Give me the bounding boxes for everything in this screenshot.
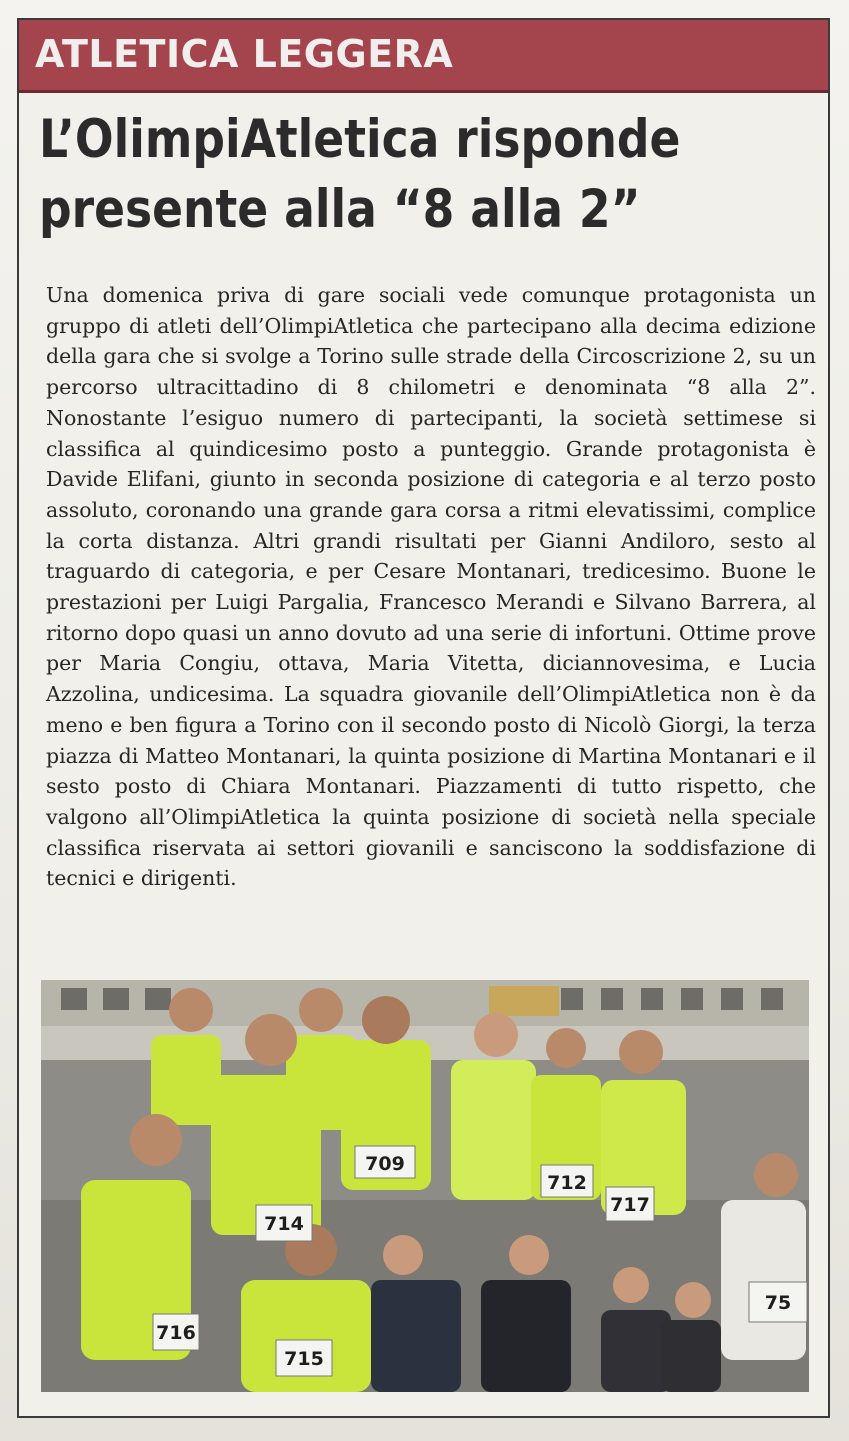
bib-label: 717 xyxy=(610,1194,650,1216)
headline-line-1: L’OlimpiAtletica risponde xyxy=(39,109,681,170)
section-label: ATLETICA LEGGERA xyxy=(35,32,454,76)
headline xyxy=(39,105,710,245)
photo-banner xyxy=(489,986,559,1016)
bib-label: 715 xyxy=(284,1348,324,1370)
bib-label: 714 xyxy=(264,1213,304,1235)
headline-line-2: presente alla “8 alla 2” xyxy=(39,179,641,240)
bib-label: 712 xyxy=(547,1172,587,1194)
bib-label: 75 xyxy=(764,1292,792,1314)
bib-label: 716 xyxy=(156,1322,196,1344)
article-box xyxy=(17,18,830,1418)
team-photo xyxy=(41,980,809,1392)
section-header xyxy=(19,20,828,93)
article-body: Una domenica priva di gare sociali vede comunque protagonista un gruppo di atleti dell’OlimpiAtletica che partecipano alla decima edizione della gara che si svolge a Torino sulle strade della Circoscrizione 2, su un percorso ultracittadino di 8 chilometri e denominata “8 alla 2”. Nonostante l’esiguo numero di partecipanti, la società settimese si classifica al quindicesimo posto a punteggio. Grande protagonista è Davide Elifani, giunto in seconda posizione di categoria e al terzo posto assoluto, coronando una grande gara corsa a ritmi elevatissimi, complice la corta distanza. Altri grandi risultati per Gianni Andiloro, sesto al traguardo di categoria, e per Cesare Montanari, tredicesimo. Buone le prestazioni per Luigi Pargalia, Francesco Merandi e Silvano Barrera, al ritorno dopo quasi un anno dovuto ad una serie di infortuni. Ottime prove per Maria Congiu, ottava, Maria Vitetta, diciannovesima, e Lucia Azzolina, undicesima. La squadra giovanile dell’OlimpiAtletica non è da meno e ben figura a Torino con il secondo posto di Nicolò Giorgi, la terza piazza di Matteo Montanari, la quinta posizione di Martina Montanari e il sesto posto di Chiara Montanari. Piazzamenti di tutto rispetto, che valgono all’OlimpiAtletica la quinta posizione di società nella speciale classifica riservata ai settori giovanili e sanciscono la soddisfazione di tecnici e dirigenti. xyxy=(46,283,816,891)
team-photo-illustration xyxy=(41,980,809,1392)
bib-label: 709 xyxy=(365,1153,405,1175)
